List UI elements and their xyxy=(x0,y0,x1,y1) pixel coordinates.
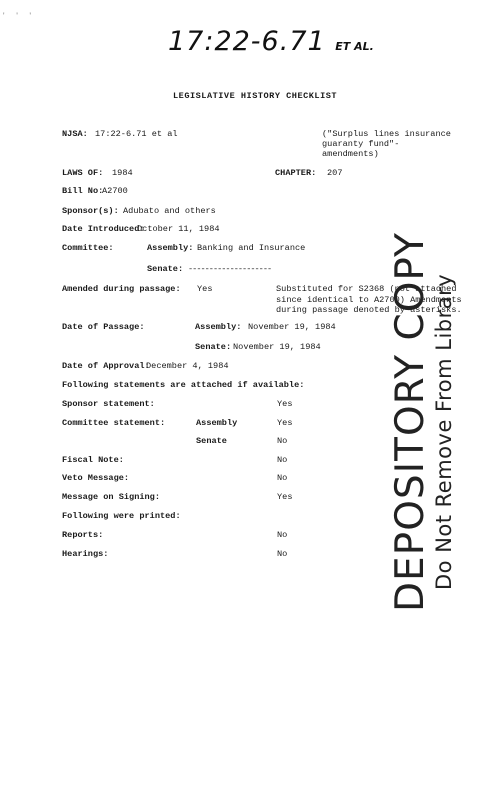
statements-heading: Following statements are attached if available: xyxy=(62,380,305,390)
reports-value: No xyxy=(277,530,288,540)
sponsors-value: Adubato and others xyxy=(123,206,216,216)
bill-no-label: Bill No: xyxy=(62,186,104,196)
passage-senate-value: November 19, 1984 xyxy=(233,342,321,352)
veto-message-value: No xyxy=(277,473,288,483)
committee-label: Committee: xyxy=(62,243,114,253)
veto-message-label: Veto Message: xyxy=(62,473,130,483)
committee-senate-value: -------------------- xyxy=(188,264,272,274)
date-introduced-label: Date Introduced: xyxy=(62,224,145,234)
sponsor-statement-label: Sponsor statement: xyxy=(62,399,155,409)
amended-value: Yes xyxy=(197,284,213,294)
committee-assembly-label: Assembly: xyxy=(147,243,194,253)
laws-of-value: 1984 xyxy=(112,168,133,178)
njsa-description-line: amendments) xyxy=(322,149,379,159)
page-title: LEGISLATIVE HISTORY CHECKLIST xyxy=(173,91,338,101)
sponsor-statement-value: Yes xyxy=(277,399,293,409)
committee-statement-senate-label: Senate xyxy=(196,436,227,446)
date-of-approval-value: December 4, 1984 xyxy=(146,361,229,371)
amended-label: Amended during passage: xyxy=(62,284,181,294)
passage-senate-label: Senate: xyxy=(195,342,232,352)
scan-specks: ' ' ' xyxy=(2,12,36,19)
handwritten-citation xyxy=(168,26,374,57)
hearings-label: Hearings: xyxy=(62,549,109,559)
amended-note-line: since identical to A2700) Amendments xyxy=(276,294,462,305)
amended-note-line: during passage denoted by asterisks. xyxy=(276,305,462,315)
njsa-value: 17:22-6.71 et al xyxy=(95,129,178,139)
printed-heading: Following were printed: xyxy=(62,511,181,521)
fiscal-note-value: No xyxy=(277,455,288,465)
njsa-description-line: guaranty fund"- xyxy=(322,139,400,149)
fiscal-note-label: Fiscal Note: xyxy=(62,455,124,465)
chapter-label: CHAPTER: xyxy=(275,168,317,178)
depository-stamp-title: DEPOSITORY COPY xyxy=(388,232,433,612)
committee-assembly-value: Banking and Insurance xyxy=(197,243,306,253)
bill-no-value: A2700 xyxy=(102,186,128,196)
njsa-description xyxy=(322,129,451,159)
handwritten-citation-number: 17:22-6.71 xyxy=(168,26,326,57)
date-introduced-value: October 11, 1984 xyxy=(137,224,220,234)
amended-note-line: Substituted for S2368 (not attached xyxy=(276,284,457,294)
committee-statement-assembly-value: Yes xyxy=(277,418,293,428)
date-of-approval-label: Date of Approval: xyxy=(62,361,150,371)
passage-assembly-value: November 19, 1984 xyxy=(248,322,336,332)
sponsors-label: Sponsor(s): xyxy=(62,206,119,216)
njsa-label: NJSA: xyxy=(62,129,88,139)
message-on-signing-label: Message on Signing: xyxy=(62,492,160,502)
message-on-signing-value: Yes xyxy=(277,492,293,502)
reports-label: Reports: xyxy=(62,530,104,540)
committee-statement-assembly-label: Assembly xyxy=(196,418,238,428)
chapter-value: 207 xyxy=(327,168,343,178)
njsa-description-line: ("Surplus lines insurance xyxy=(322,129,451,139)
hearings-value: No xyxy=(277,549,288,559)
committee-statement-senate-value: No xyxy=(277,436,288,446)
committee-statement-label: Committee statement: xyxy=(62,418,166,428)
date-of-passage-label: Date of Passage: xyxy=(62,322,145,332)
passage-assembly-label: Assembly: xyxy=(195,322,242,332)
handwritten-citation-suffix: ET AL. xyxy=(335,40,374,53)
committee-senate-label: Senate: xyxy=(147,264,184,274)
laws-of-label: LAWS OF: xyxy=(62,168,104,178)
depository-stamp-notice: Do Not Remove From Library xyxy=(432,273,456,590)
